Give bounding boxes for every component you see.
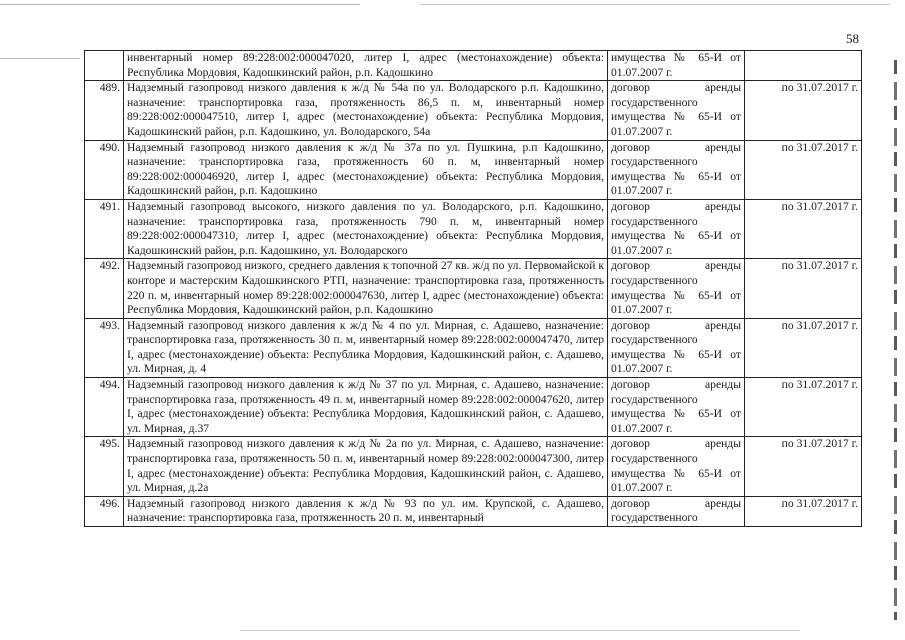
property-registry-table [84, 50, 862, 527]
lease-basis-line: договор аренды [611, 140, 741, 154]
lease-basis-line: имущества № 65-И от [611, 407, 741, 421]
lease-basis-line: государственного [611, 95, 698, 109]
table-row [85, 318, 862, 377]
lease-basis-line: государственного [611, 214, 698, 228]
object-description: Надземный газопровод низкого давления к ж/д № 2а по ул. Мирная, с. Адашево, назначение: транспортировка газа, протяженность 50 п. м, инвентарный номер 89:228:002:000047300, литер I, адрес (местонахождение) объекта: Республика Мордовия, Кадошкинский район, с. Адашево, ул. Мирная, д.2а [124, 437, 608, 496]
lease-basis [608, 496, 745, 526]
lease-basis-line: 01.07.2007 г. [611, 421, 673, 435]
lease-basis-line: договор аренды [611, 199, 741, 213]
row-number: 492. [85, 259, 124, 318]
row-number: 490. [85, 140, 124, 199]
scan-artifact-right-edge [894, 60, 897, 620]
lease-term: по 31.07.2017 г. [745, 259, 862, 318]
object-description: Надземный газопровод низкого давления к ж/д № 37 по ул. Мирная, с. Адашево, назначение: транспортировка газа, протяженность 49 п. м, инвентарный номер 89:228:002:000047620, литер I, адрес (местонахождение) объекта: Республика Мордовия, Кадошкинский район, с. Адашево, ул. Мирная, д.37 [124, 378, 608, 437]
lease-basis-line: государственного [611, 155, 698, 169]
lease-term [745, 51, 862, 81]
lease-basis-line: государственного [611, 452, 698, 466]
object-description: Надземный газопровод низкого давления к ж/д № 93 по ул. им. Крупской, с. Адашево, назначение: транспортировка газа, протяженность 20 п. м, инвентарный [124, 496, 608, 526]
lease-term: по 31.07.2017 г. [745, 437, 862, 496]
table-row [85, 199, 862, 258]
lease-basis [608, 318, 745, 377]
lease-term: по 31.07.2017 г. [745, 199, 862, 258]
object-description: Надземный газопровод низкого давления к ж/д № 54а по ул. Володарского р.п. Кадошкино, назначение: транспортировка газа, протяженность 86,5 п. м, инвентарный номер 89:228:002:000047510, литер I, адрес (местонахождение) объекта: Республика Мордовия, Кадошкинский район, р.п. Кадошкино, ул. Володарского, 54а [124, 81, 608, 140]
row-number: 494. [85, 378, 124, 437]
scan-artifact-left [0, 58, 80, 59]
lease-basis [608, 140, 745, 199]
lease-basis-line: имущества № 65-И от [611, 110, 741, 124]
lease-basis-line: договор аренды [611, 496, 741, 510]
lease-basis-line: договор аренды [611, 378, 741, 392]
lease-basis-line: договор аренды [611, 81, 741, 95]
row-number: 495. [85, 437, 124, 496]
lease-basis-line: имущества № 65-И от [611, 288, 741, 302]
lease-term: по 31.07.2017 г. [745, 378, 862, 437]
lease-basis-line: 01.07.2007 г. [611, 243, 673, 257]
lease-basis-line: 01.07.2007 г. [611, 303, 673, 317]
object-description: инвентарный номер 89:228:002:000047020, литер I, адрес (местонахождение) объекта: Республика Мордовия, Кадошкинский район, р.п. Кадошкино [124, 51, 608, 81]
lease-basis-line: 01.07.2007 г. [611, 362, 673, 376]
table-row [85, 51, 862, 81]
lease-term: по 31.07.2017 г. [745, 496, 862, 526]
lease-basis-line: 01.07.2007 г. [611, 65, 673, 79]
object-description: Надземный газопровод низкого, среднего давления к топочной 27 кв. ж/д по ул. Первомайской к конторе и мастерским Кадошкинского РТП, назначение: транспортировка газа, протяженность 220 п. м, инвентарный номер 89:228:002:000047630, литер I, адрес (местонахождение) объекта: Республика Мордовия, Кадошкинский район, р.п. Кадошкино [124, 259, 608, 318]
row-number: 496. [85, 496, 124, 526]
table-row [85, 140, 862, 199]
lease-basis-line: имущества № 65-И от [611, 169, 741, 183]
scan-artifact-top [0, 4, 360, 5]
lease-basis-line: имущества № 65-И от [611, 51, 741, 64]
lease-basis [608, 81, 745, 140]
lease-term: по 31.07.2017 г. [745, 318, 862, 377]
lease-basis [608, 437, 745, 496]
lease-basis-line: государственного [611, 273, 698, 287]
lease-basis [608, 51, 745, 81]
lease-basis-line: имущества № 65-И от [611, 347, 741, 361]
table-row [85, 378, 862, 437]
row-number: 493. [85, 318, 124, 377]
lease-basis-line: 01.07.2007 г. [611, 481, 673, 495]
lease-basis-line: государственного [611, 511, 698, 525]
lease-basis [608, 199, 745, 258]
scan-artifact-top-2 [420, 4, 890, 5]
scan-artifact-bottom [240, 630, 800, 631]
row-number: 491. [85, 199, 124, 258]
lease-basis-line: государственного [611, 333, 698, 347]
lease-basis-line: государственного [611, 392, 698, 406]
row-number: 489. [85, 81, 124, 140]
registry-body [85, 51, 862, 527]
page-number: 58 [846, 31, 859, 46]
table-row [85, 496, 862, 526]
table-row [85, 437, 862, 496]
row-number [85, 51, 124, 81]
lease-term: по 31.07.2017 г. [745, 140, 862, 199]
lease-basis-line: 01.07.2007 г. [611, 124, 673, 138]
lease-basis-line: имущества № 65-И от [611, 466, 741, 480]
lease-basis [608, 259, 745, 318]
object-description: Надземный газопровод низкого давления к ж/д № 37а по ул. Пушкина, р.п Кадошкино, назначение: транспортировка газа, протяженность 60 п. м, инвентарный номер 89:228:002:000046920, литер I, адрес (местонахождение) объекта: Республика Мордовия, Кадошкинский район, р.п. Кадошкино [124, 140, 608, 199]
lease-basis-line: имущества № 65-И от [611, 229, 741, 243]
lease-basis-line: договор аренды [611, 259, 741, 273]
lease-basis-line: договор аренды [611, 318, 741, 332]
object-description: Надземный газопровод высокого, низкого давления по ул. Володарского, р.п. Кадошкино, назначение: транспортировка газа, протяженность 790 п. м, инвентарный номер 89:228:002:000047310, литер I, адрес (местонахождение) объекта: Республика Мордовия, Кадошкинский район, р.п. Кадошкино, ул. Володарского [124, 199, 608, 258]
table-row [85, 259, 862, 318]
object-description: Надземный газопровод низкого давления к ж/д № 4 по ул. Мирная, с. Адашево, назначение: транспортировка газа, протяженность 30 п. м, инвентарный номер 89:228:002:000047470, литер I, адрес (местонахождение) объекта: Республика Мордовия, Кадошкинский район, с. Адашево, ул. Мирная, д. 4 [124, 318, 608, 377]
lease-basis-line: договор аренды [611, 437, 741, 451]
lease-term: по 31.07.2017 г. [745, 81, 862, 140]
table-row [85, 81, 862, 140]
lease-basis-line: 01.07.2007 г. [611, 184, 673, 198]
lease-basis [608, 378, 745, 437]
